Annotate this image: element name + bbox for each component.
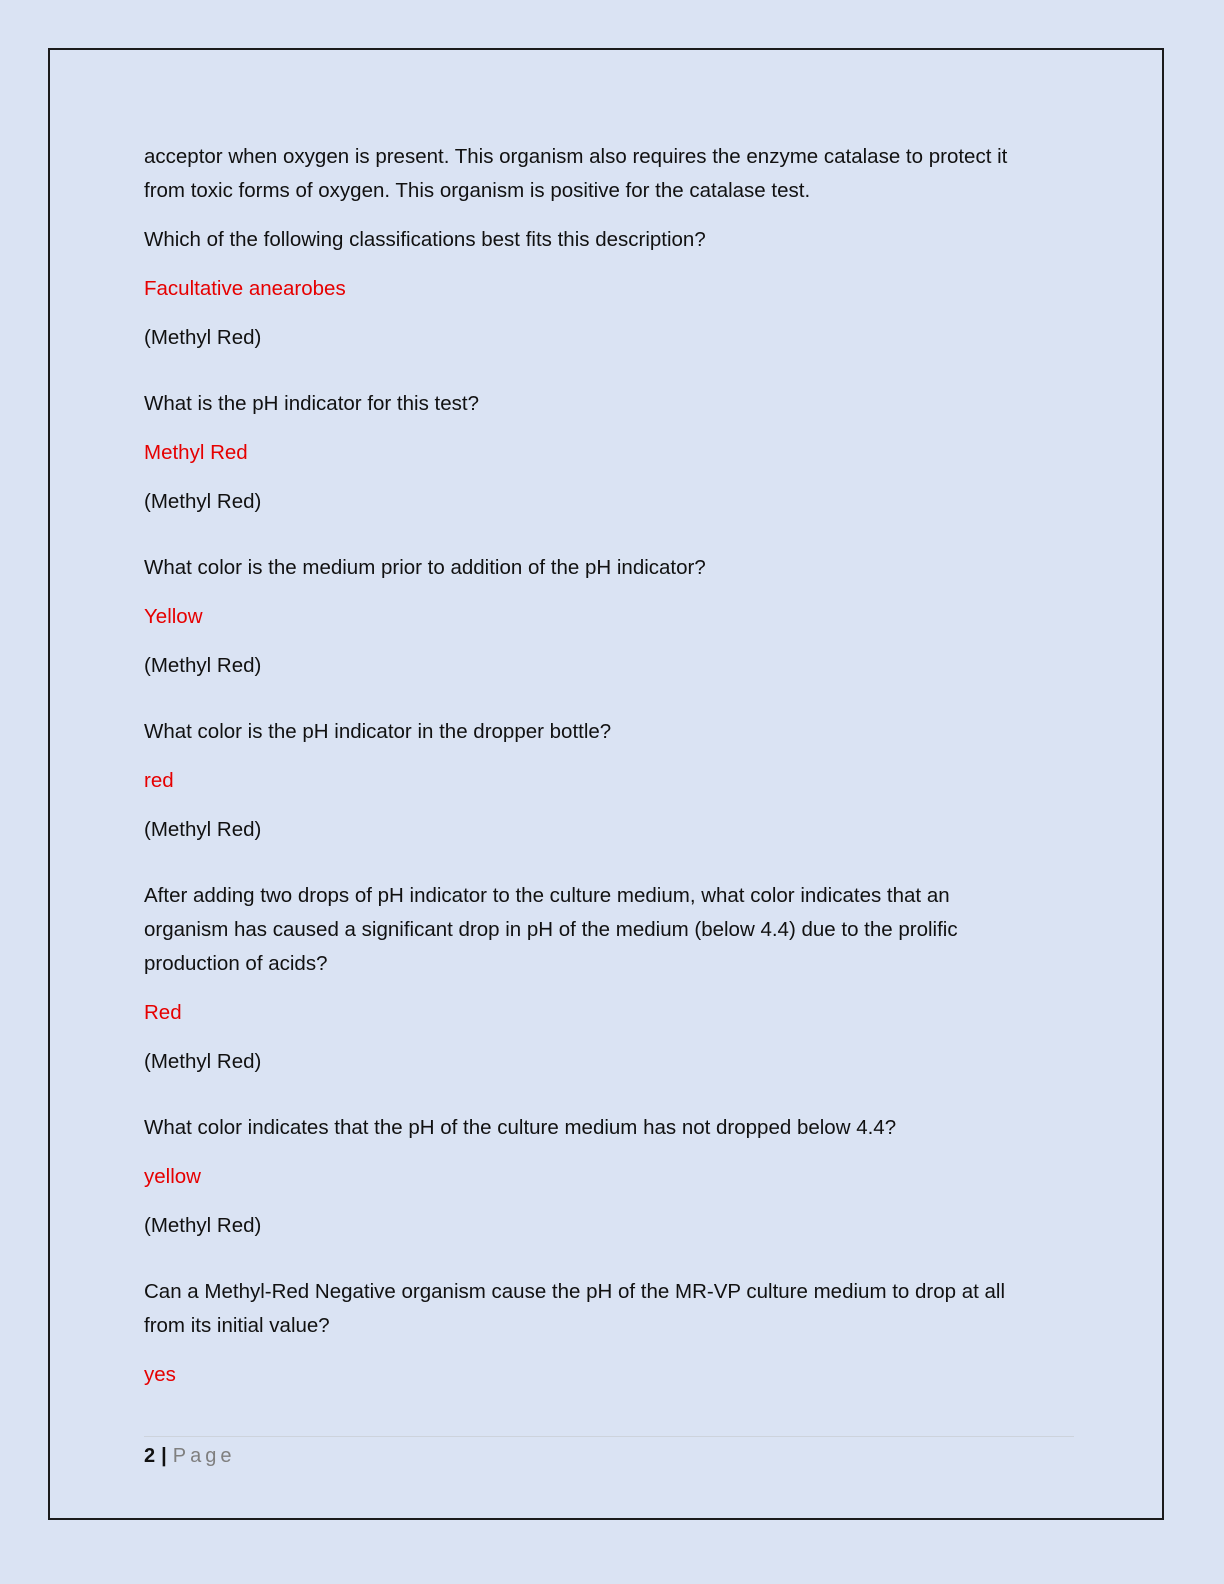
question: After adding two drops of pH indicator to the culture medium, what color indicates that an organism has caused a significant drop in pH of the medium (below 4.4) due to the prolific production of acids? — [144, 884, 958, 975]
answer: yellow — [144, 1165, 201, 1188]
intro-line: from toxic forms of oxygen. This organism is positive for the catalase test. — [144, 179, 811, 202]
question: What is the pH indicator for this test? — [144, 392, 479, 415]
footer-separator: | — [161, 1445, 167, 1467]
page-number: 2 — [144, 1445, 156, 1467]
answer: Facultative anearobes — [144, 277, 346, 300]
question: Can a Methyl-Red Negative organism cause the pH of the MR-VP culture medium to drop at all from its initial value? — [144, 1280, 1006, 1337]
page-label: Page — [172, 1445, 236, 1467]
section-tag: (Methyl Red) — [144, 1214, 262, 1237]
answer: Red — [144, 1001, 182, 1024]
section-tag: (Methyl Red) — [144, 326, 262, 349]
question: What color is the pH indicator in the dropper bottle? — [144, 720, 612, 743]
question: What color indicates that the pH of the culture medium has not dropped below 4.4? — [144, 1116, 897, 1139]
answer: red — [144, 769, 174, 792]
section-tag: (Methyl Red) — [144, 654, 262, 677]
section-tag: (Methyl Red) — [144, 490, 262, 513]
question: What color is the medium prior to addition of the pH indicator? — [144, 556, 706, 579]
answer: Yellow — [144, 605, 203, 628]
intro-paragraph — [144, 140, 1084, 208]
intro-line: acceptor when oxygen is present. This organism also requires the enzyme catalase to protect it — [144, 145, 1008, 168]
document-body — [144, 140, 1084, 1407]
page-footer — [144, 1436, 1074, 1473]
section-tag: (Methyl Red) — [144, 818, 262, 841]
section-tag: (Methyl Red) — [144, 1050, 262, 1073]
answer: yes — [144, 1363, 176, 1386]
answer: Methyl Red — [144, 441, 248, 464]
question: Which of the following classifications best fits this description? — [144, 228, 706, 251]
